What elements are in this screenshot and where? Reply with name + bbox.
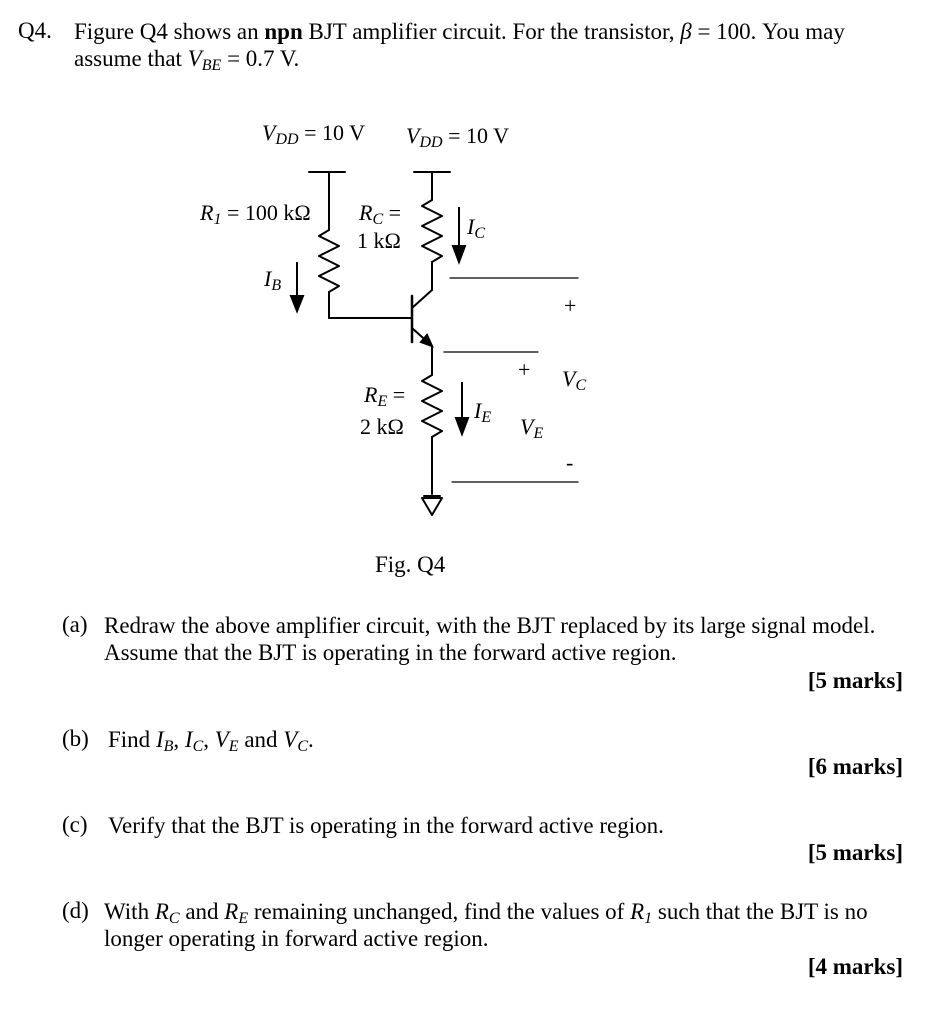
resistor-r1 bbox=[319, 230, 339, 292]
period: . bbox=[308, 727, 314, 752]
part-d-line-2: longer operating in forward active region. bbox=[104, 926, 489, 951]
part-a-marks: [5 marks] bbox=[807, 668, 903, 693]
resistor-rc bbox=[422, 200, 442, 262]
ve-label bbox=[520, 414, 543, 443]
part-d-end-text: such that the BJT is no bbox=[652, 899, 868, 924]
minus-sign: - bbox=[566, 450, 574, 475]
vdd-value: = 10 V bbox=[298, 120, 365, 145]
part-d-label: (d) bbox=[62, 898, 89, 923]
with-text: With bbox=[104, 899, 155, 924]
comma: , bbox=[203, 727, 215, 752]
question-text: Figure Q4 shows an bbox=[74, 19, 265, 44]
beta-symbol: β bbox=[680, 19, 692, 44]
part-c-text: Verify that the BJT is operating in the forward active region. bbox=[108, 813, 664, 838]
part-c-marks: [5 marks] bbox=[807, 840, 903, 865]
ie-symbol: I bbox=[474, 398, 482, 423]
rc-symbol: R bbox=[359, 200, 373, 225]
r1-symbol: R bbox=[630, 899, 645, 924]
vdd-symbol: V bbox=[406, 123, 420, 148]
vdd-subscript: DD bbox=[419, 134, 443, 151]
ic-arrow bbox=[453, 246, 465, 262]
vdd-value: = 10 V bbox=[442, 123, 509, 148]
vdd-subscript: DD bbox=[275, 131, 299, 148]
plus-vc: + bbox=[564, 293, 577, 318]
ve-subscript: E bbox=[533, 425, 544, 442]
ve-subscript: E bbox=[228, 738, 239, 755]
resistor-re bbox=[422, 375, 442, 437]
re-value: 2 kΩ bbox=[360, 414, 404, 439]
re-subscript: E bbox=[238, 910, 249, 927]
question-number: Q4. bbox=[18, 18, 52, 43]
part-a-line-2: Assume that the BJT is operating in the forward active region. bbox=[104, 640, 677, 665]
question-text: assume that bbox=[74, 46, 188, 71]
ib-label bbox=[264, 266, 281, 295]
vc-symbol: V bbox=[562, 366, 576, 391]
plus-ve: + bbox=[518, 357, 531, 382]
ve-symbol: V bbox=[214, 727, 229, 752]
vc-subscript: C bbox=[297, 738, 309, 755]
rc-equals: = bbox=[383, 200, 402, 225]
vbe-subscript: BE bbox=[201, 57, 222, 74]
r1-label bbox=[200, 200, 311, 229]
ic-subscript: C bbox=[474, 225, 485, 242]
ic-subscript: C bbox=[192, 738, 204, 755]
vbe-value: = 0.7 V. bbox=[221, 46, 300, 71]
part-a-label: (a) bbox=[62, 612, 88, 637]
vdd-label-right bbox=[406, 123, 509, 152]
ie-subscript: E bbox=[481, 409, 492, 426]
rc-subscript: C bbox=[168, 910, 180, 927]
re-label bbox=[364, 382, 405, 411]
beta-value: = 100. You may bbox=[691, 19, 845, 44]
re-symbol: R bbox=[224, 899, 239, 924]
part-a-line-1: Redraw the above amplifier circuit, with the BJT replaced by its large signal model. bbox=[104, 613, 876, 638]
ie-arrow bbox=[456, 418, 468, 434]
re-symbol: R bbox=[364, 382, 378, 407]
re-subscript: E bbox=[377, 393, 388, 410]
rc-value: 1 kΩ bbox=[357, 228, 401, 253]
ic-label bbox=[467, 214, 485, 243]
ib-subscript: B bbox=[271, 277, 282, 294]
vc-subscript: C bbox=[575, 377, 587, 394]
npn-bold: npn bbox=[264, 19, 303, 44]
r1-value: = 100 kΩ bbox=[221, 200, 311, 225]
question-text: BJT amplifier circuit. For the transistor, bbox=[302, 19, 681, 44]
part-d-marks: [4 marks] bbox=[807, 954, 903, 979]
rc-symbol: R bbox=[154, 899, 169, 924]
r1-subscript: 1 bbox=[644, 910, 653, 927]
vc-label bbox=[562, 366, 586, 395]
ib-symbol: I bbox=[264, 266, 272, 291]
vdd-symbol: V bbox=[262, 120, 276, 145]
and-text: and bbox=[179, 899, 225, 924]
part-b-label: (b) bbox=[62, 726, 89, 751]
part-d-mid-text: remaining unchanged, find the values of bbox=[248, 899, 631, 924]
and-text: and bbox=[238, 727, 284, 752]
ib-arrow bbox=[291, 296, 303, 311]
ic-symbol: I bbox=[467, 214, 475, 239]
ic-symbol: I bbox=[184, 727, 193, 752]
r1-subscript: 1 bbox=[213, 211, 222, 228]
re-equals: = bbox=[387, 382, 406, 407]
ie-label bbox=[474, 398, 491, 427]
ib-symbol: I bbox=[155, 727, 164, 752]
part-b-text bbox=[108, 726, 314, 760]
comma: , bbox=[173, 727, 185, 752]
ground-symbol bbox=[422, 498, 442, 515]
part-c-label: (c) bbox=[62, 812, 88, 837]
bjt-collector-lead bbox=[412, 290, 432, 308]
find-text: Find bbox=[108, 727, 156, 752]
rc-subscript: C bbox=[372, 211, 384, 228]
figure-caption: Fig. Q4 bbox=[375, 552, 446, 577]
part-b-marks: [6 marks] bbox=[807, 754, 903, 779]
ve-symbol: V bbox=[520, 414, 534, 439]
rc-label bbox=[359, 200, 401, 229]
vc-symbol: V bbox=[283, 727, 298, 752]
vbe-symbol: V bbox=[187, 46, 202, 71]
r1-symbol: R bbox=[200, 200, 214, 225]
vdd-label-left bbox=[262, 120, 365, 149]
ib-subscript: B bbox=[163, 738, 174, 755]
